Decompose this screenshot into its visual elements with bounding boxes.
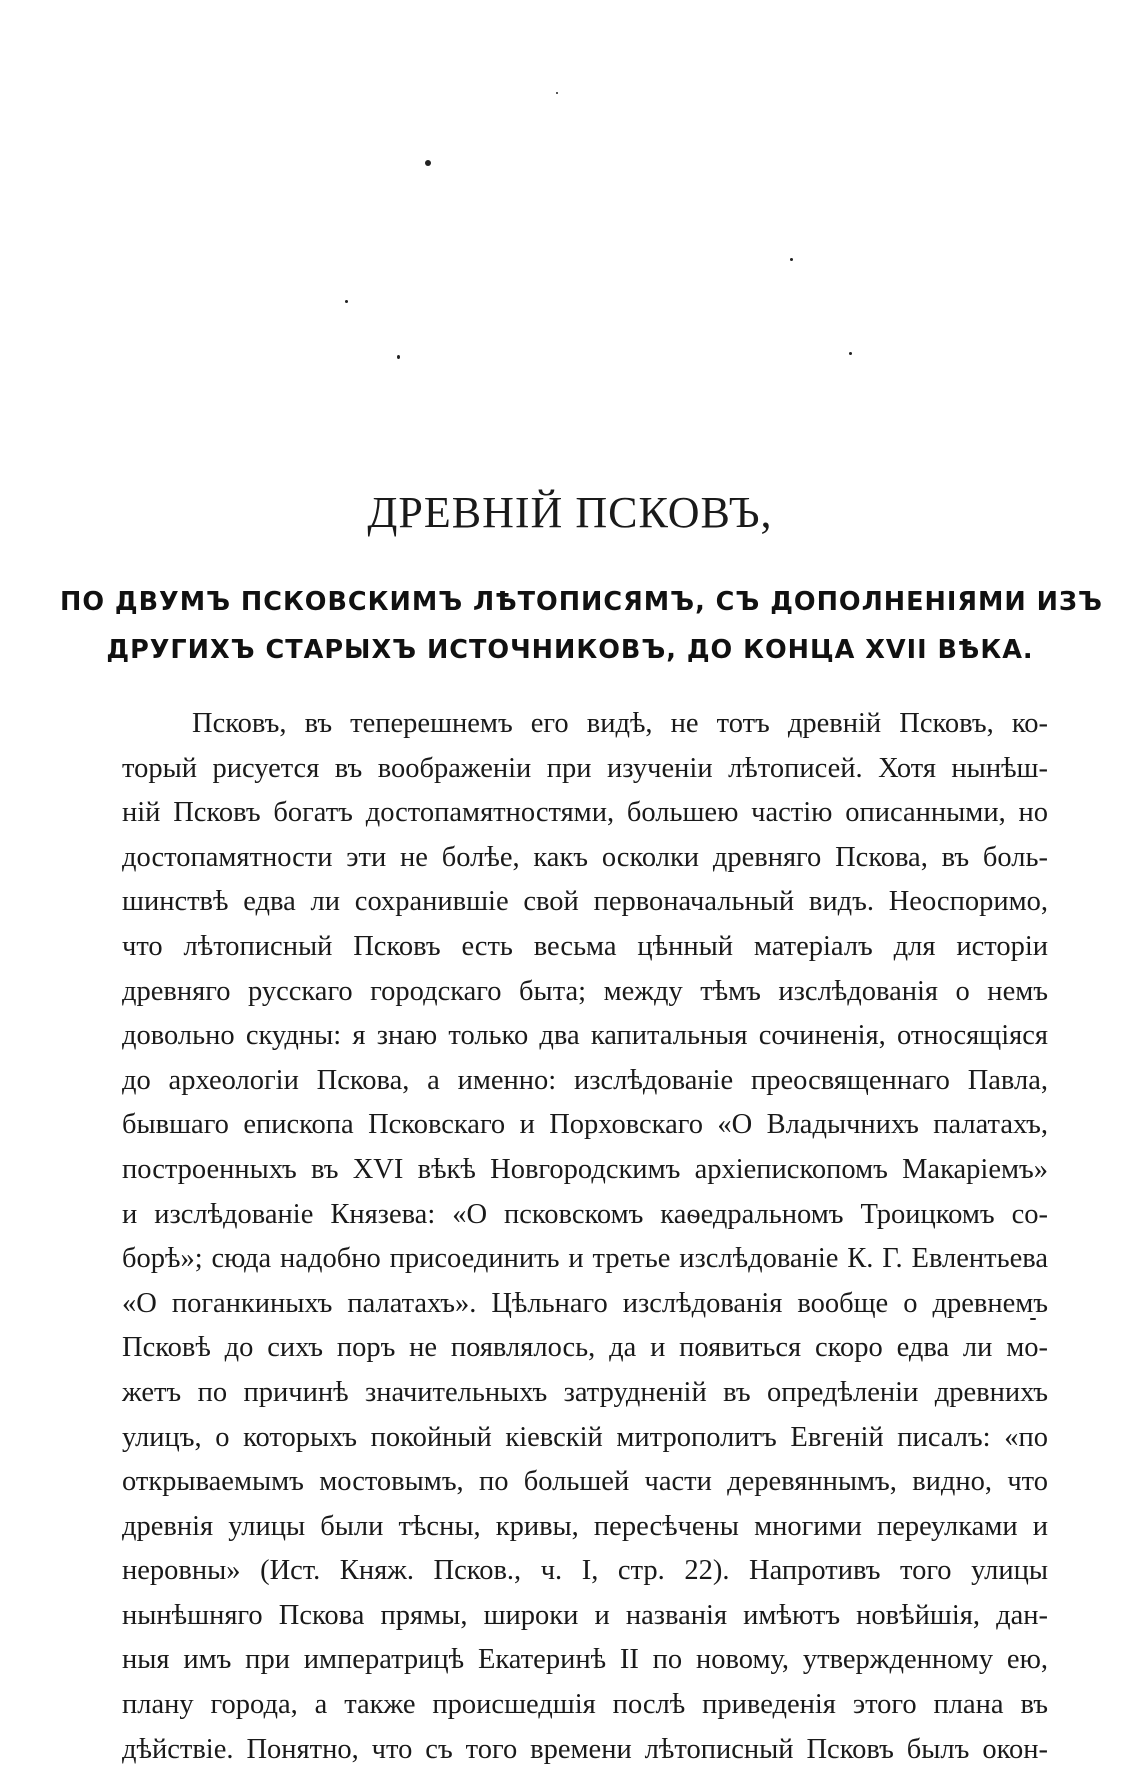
- ink-speck: [345, 300, 348, 303]
- text-line: древнія улицы были тѣсны, кривы, пересѣчены многими переулками и: [122, 1510, 1048, 1542]
- text-line: Псковъ, въ теперешнемъ его видѣ, не тотъ древній Псковъ, ко-: [192, 708, 1048, 739]
- text-line: и изслѣдованіе Князева: «О псковскомъ каѳедральномъ Троицкомъ со-: [122, 1198, 1048, 1230]
- text-line: «О поганкиныхъ палатахъ». Цѣльнаго изслѣдованія вообще о древнемъ: [122, 1287, 1048, 1319]
- text-line: борѣ»; сюда надобно присоединить и третье изслѣдованіе К. Г. Евлентьева: [122, 1243, 1048, 1275]
- subtitle-line: ДРУГИХЪ СТАРЫХЪ ИСТОЧНИКОВЪ, ДО КОНЦА XVII ВѢКА.: [106, 635, 1034, 665]
- ink-speck: [556, 92, 558, 94]
- text-line: довольно скудны: я знаю только два капитальныя сочиненія, относящіяся: [122, 1020, 1048, 1052]
- text-line: ныя имъ при императрицѣ Екатеринѣ II по новому, утвержденному ею,: [122, 1644, 1048, 1676]
- subtitle: [60, 578, 1104, 674]
- text-line: достопамятности эти не болѣе, какъ осколки древняго Пскова, въ боль-: [122, 841, 1048, 873]
- text-line: улицъ, о которыхъ покойный кіевскій митрополитъ Евгеній писалъ: «по: [122, 1421, 1048, 1453]
- ink-speck: [849, 352, 852, 355]
- text-line: до археологіи Пскова, а именно: изслѣдованіе преосвященнаго Павла,: [122, 1064, 1048, 1096]
- text-line: ній Псковъ богатъ достопамятностями, большею частію описанными, но: [122, 797, 1048, 829]
- page-title: ДРЕВНІЙ ПСКОВЪ,: [367, 488, 773, 537]
- ink-speck: [790, 258, 793, 261]
- text-line: бывшаго епископа Псковскаго и Порховскаго «О Владычнихъ палатахъ,: [122, 1109, 1048, 1141]
- ink-speck: [397, 355, 400, 359]
- ink-speck: [425, 160, 431, 166]
- text-line: дѣйствіе. Понятно, что съ того времени лѣтописный Псковъ былъ окон-: [122, 1733, 1048, 1765]
- text-line: что лѣтописный Псковъ есть весьма цѣнный матеріалъ для исторіи: [122, 930, 1048, 962]
- text-line: построенныхъ въ XVI вѣкѣ Новгородскимъ архіепископомъ Макаріемъ»: [122, 1153, 1048, 1185]
- text-line: жетъ по причинѣ значительныхъ затрудненій въ опредѣленіи древнихъ: [122, 1376, 1048, 1408]
- text-line: древняго русскаго городскаго быта; между тѣмъ изслѣдованія о немъ: [122, 975, 1048, 1007]
- text-line: открываемымъ мостовымъ, по большей части деревяннымъ, видно, что: [122, 1466, 1048, 1498]
- text-line: неровны» (Ист. Княж. Псков., ч. I, стр. 22). Напротивъ того улицы: [122, 1555, 1048, 1587]
- body-paragraph: [122, 702, 1048, 1772]
- subtitle-line: ПО ДВУМЪ ПСКОВСКИМЪ ЛѢТОПИСЯМЪ, СЪ ДОПОЛНЕНІЯМИ ИЗЪ: [60, 587, 1104, 617]
- text-line: Псковѣ до сихъ поръ не появлялось, да и появиться скоро едва ли мо-: [122, 1332, 1048, 1364]
- text-line: плану города, а также происшедшія послѣ приведенія этого плана въ: [122, 1689, 1048, 1721]
- text-line: торый рисуется въ воображеніи при изученіи лѣтописей. Хотя нынѣш-: [122, 752, 1048, 784]
- text-line: шинствѣ едва ли сохранившіе свой первоначальный видъ. Неоспоримо,: [122, 886, 1048, 918]
- text-line: нынѣшняго Пскова прямы, широки и названія имѣютъ новѣйшія, дан-: [122, 1599, 1048, 1631]
